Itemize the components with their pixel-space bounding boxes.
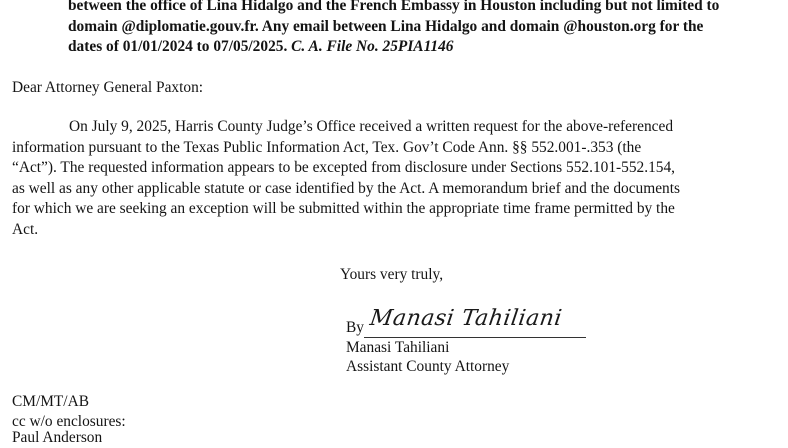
body-paragraph: [12, 117, 730, 240]
body-line: “Act”). The requested information appears to be excepted from disclosure under Sections 552.101-552.154,: [12, 159, 676, 176]
cc-line: cc w/o enclosures:: [12, 413, 126, 430]
by-label: By: [346, 319, 364, 336]
body-line: Act.: [12, 220, 39, 238]
re-line: between the office of Lina Hidalgo and the French Embassy in Houston including but not limited to: [68, 0, 720, 14]
signer-name: Manasi Tahiliani: [346, 339, 450, 356]
re-block: [68, 0, 768, 58]
footer: [12, 392, 126, 432]
closing: Yours very truly,: [340, 266, 444, 283]
re-line: [68, 37, 768, 58]
initials: CM/MT/AB: [12, 393, 89, 410]
cc-recipient: Paul Anderson: [12, 429, 103, 446]
body-line: On July 9, 2025, Harris County Judge’s Office received a written request for the above-referenced: [69, 118, 674, 135]
handwritten-signature: Manasi Tahiliani: [368, 306, 564, 331]
re-dates: dates of 01/01/2024 to 07/05/2025.: [68, 38, 288, 55]
body-line: as well as any other applicable statute or case identified by the Act. A memorandum brief and the documents: [12, 179, 681, 197]
re-line: domain @diplomatie.gouv.fr. Any email between Lina Hidalgo and domain @houston.org for the: [68, 17, 704, 35]
signer-title: Assistant County Attorney: [346, 358, 510, 375]
file-number: C. A. File No. 25PIA1146: [291, 38, 454, 55]
salutation: Dear Attorney General Paxton:: [12, 79, 204, 96]
body-line: information pursuant to the Texas Public Information Act, Tex. Gov’t Code Ann. §§ 552.001-.353 (the: [12, 138, 642, 156]
body-line: for which we are seeking an exception will be submitted within the appropriate time frame permitted by the: [12, 200, 675, 217]
